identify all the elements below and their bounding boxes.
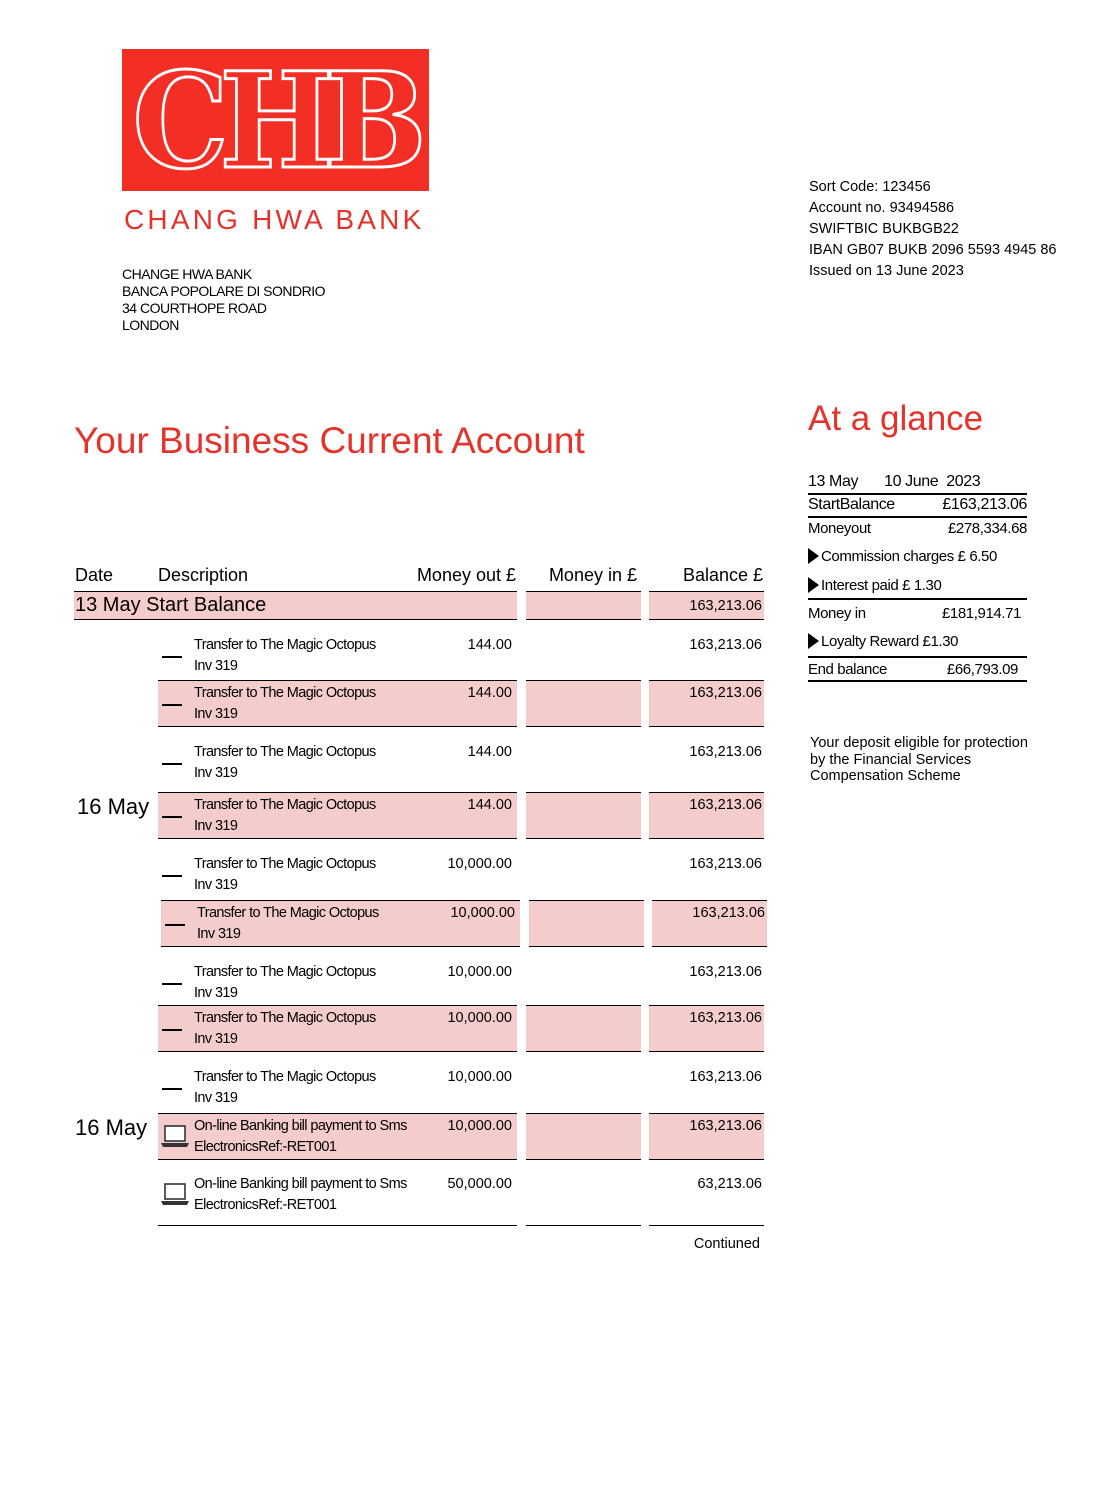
row-money-in-cell xyxy=(526,1113,641,1160)
glance-commission xyxy=(808,548,1027,565)
row-description xyxy=(194,683,376,725)
bank-address xyxy=(122,266,325,334)
header-money-in: Money in £ xyxy=(548,565,637,585)
row-balance: 163,213.06 xyxy=(689,797,762,813)
start-balance-value: 163,213.06 xyxy=(689,598,762,614)
start-balance-cell xyxy=(649,591,764,620)
laptop-icon xyxy=(160,1125,190,1149)
glance-money-in xyxy=(808,605,1027,622)
description-line: Transfer to The Magic Octopus xyxy=(197,905,379,921)
dash-icon xyxy=(162,816,182,818)
description-line: Inv 319 xyxy=(194,877,238,893)
laptop-icon xyxy=(160,1183,190,1207)
description-line: ElectronicsRef:-RET001 xyxy=(194,1197,337,1213)
account-number: Account no. 93494586 xyxy=(809,200,955,216)
page-title: Your Business Current Account xyxy=(74,420,585,461)
dash-icon xyxy=(162,1088,182,1090)
divider xyxy=(808,656,1027,658)
row-description xyxy=(197,903,379,945)
row-description xyxy=(194,1067,376,1109)
description-line: Inv 319 xyxy=(194,1090,238,1106)
row-money-out: 144.00 xyxy=(467,797,512,813)
row-money-out: 144.00 xyxy=(467,637,512,653)
dash-icon xyxy=(162,704,182,706)
description-line: Transfer to The Magic Octopus xyxy=(194,637,376,653)
row-description xyxy=(194,742,376,784)
description-line: Transfer to The Magic Octopus xyxy=(194,856,376,872)
row-money-in-cell xyxy=(529,900,644,947)
glance-interest xyxy=(808,577,1027,594)
description-line: On-line Banking bill payment to Sms xyxy=(194,1118,407,1134)
row-description xyxy=(194,795,376,837)
address-line: BANCA POPOLARE DI SONDRIO xyxy=(122,283,325,299)
sort-code: Sort Code: 123456 xyxy=(809,179,931,195)
row-description xyxy=(194,1008,376,1050)
start-balance-label: 13 May Start Balance xyxy=(75,594,267,616)
label: Money in xyxy=(808,605,866,622)
row-money-out: 10,000.00 xyxy=(447,1118,512,1134)
address-line: CHANGE HWA BANK xyxy=(122,266,252,282)
triangle-bullet-icon xyxy=(808,548,819,564)
description-line: ElectronicsRef:-RET001 xyxy=(194,1139,337,1155)
iban: IBAN GB07 BUKB 2096 5593 4945 86 xyxy=(809,242,1057,258)
account-info xyxy=(809,177,1056,282)
row-money-in-cell xyxy=(526,792,641,839)
row-money-out: 10,000.00 xyxy=(447,964,512,980)
glance-loyalty xyxy=(808,633,1027,650)
description-line: Inv 319 xyxy=(194,985,238,1001)
description-line: On-line Banking bill payment to Sms xyxy=(194,1176,407,1192)
issued-date: Issued on 13 June 2023 xyxy=(809,263,964,279)
description-line: Transfer to The Magic Octopus xyxy=(194,685,376,701)
description-line: Transfer to The Magic Octopus xyxy=(194,1010,376,1026)
dash-icon xyxy=(162,656,182,658)
description-line: Transfer to The Magic Octopus xyxy=(194,797,376,813)
divider xyxy=(808,516,1027,518)
commission-text: Commission charges £ 6.50 xyxy=(821,548,997,565)
value: £181,914.71 xyxy=(941,605,1021,622)
description-line: Transfer to The Magic Octopus xyxy=(194,744,376,760)
note-line: by the Financial Services xyxy=(810,751,972,768)
svg-text:CHB: CHB xyxy=(132,49,421,191)
dash-icon xyxy=(162,983,182,985)
note-line: Compensation Scheme xyxy=(810,768,961,784)
row-balance: 63,213.06 xyxy=(697,1176,762,1192)
row-date: 16 May xyxy=(77,794,150,819)
glance-money-out xyxy=(808,520,1027,537)
row-money-out: 10,000.00 xyxy=(447,856,512,872)
header-balance: Balance £ xyxy=(682,565,763,585)
divider xyxy=(526,1225,641,1226)
row-description xyxy=(194,854,376,896)
swift-bic: SWIFTBIC BUKBGB22 xyxy=(809,221,959,237)
label: Moneyout xyxy=(808,520,871,537)
row-description xyxy=(194,962,376,1004)
glance-period xyxy=(808,473,1027,491)
header-description: Description xyxy=(158,565,249,585)
row-balance: 163,213.06 xyxy=(689,856,762,872)
divider xyxy=(808,493,1027,495)
glance-end-balance xyxy=(808,661,1027,678)
row-balance: 163,213.06 xyxy=(692,905,765,921)
bank-logo xyxy=(122,49,429,191)
triangle-bullet-icon xyxy=(808,577,819,593)
dash-icon xyxy=(162,875,182,877)
dash-icon xyxy=(162,763,182,765)
glance-start-balance xyxy=(808,496,1027,514)
label: StartBalance xyxy=(808,496,895,513)
protection-note xyxy=(810,735,1028,785)
row-money-out: 10,000.00 xyxy=(447,1069,512,1085)
value: £278,334.68 xyxy=(947,520,1027,537)
interest-text: Interest paid £ 1.30 xyxy=(821,577,942,594)
description-line: Transfer to The Magic Octopus xyxy=(194,964,376,980)
triangle-bullet-icon xyxy=(808,633,819,649)
description-line: Inv 319 xyxy=(194,818,238,834)
start-money-in-cell xyxy=(526,591,641,620)
row-money-out: 144.00 xyxy=(467,685,512,701)
row-money-in-cell xyxy=(526,680,641,727)
row-description xyxy=(194,635,376,677)
note-line: Your deposit eligible for protection xyxy=(810,735,1028,751)
start-balance-row xyxy=(74,591,517,620)
description-line: Inv 319 xyxy=(194,765,238,781)
row-balance: 163,213.06 xyxy=(689,964,762,980)
row-money-out: 50,000.00 xyxy=(447,1176,512,1192)
header-money-out: Money out £ xyxy=(416,565,516,585)
loyalty-text: Loyalty Reward £1.30 xyxy=(821,633,959,650)
row-balance: 163,213.06 xyxy=(689,744,762,760)
row-balance: 163,213.06 xyxy=(689,1118,762,1134)
row-balance: 163,213.06 xyxy=(689,1069,762,1085)
row-money-out: 144.00 xyxy=(467,744,512,760)
period-end: 10 June 2023 xyxy=(884,473,981,490)
description-line: Inv 319 xyxy=(197,926,241,942)
continued-label: Contiuned xyxy=(693,1236,760,1252)
glance-title: At a glance xyxy=(808,399,984,438)
description-line: Inv 319 xyxy=(194,658,238,674)
row-balance: 163,213.06 xyxy=(689,637,762,653)
header-date: Date xyxy=(75,565,114,585)
row-date: 16 May xyxy=(75,1115,148,1140)
row-balance: 163,213.06 xyxy=(689,1010,762,1026)
row-description xyxy=(194,1116,407,1158)
divider xyxy=(808,680,1027,682)
divider xyxy=(649,1225,764,1226)
description-line: Inv 319 xyxy=(194,706,238,722)
description-line: Transfer to The Magic Octopus xyxy=(194,1069,376,1085)
value: £66,793.09 xyxy=(946,661,1018,678)
value: £163,213.06 xyxy=(942,496,1027,513)
divider xyxy=(808,598,1027,600)
address-line: LONDON xyxy=(122,317,179,333)
bank-name: CHANG HWA BANK xyxy=(124,204,425,235)
row-balance: 163,213.06 xyxy=(689,685,762,701)
dash-icon xyxy=(162,1029,182,1031)
description-line: Inv 319 xyxy=(194,1031,238,1047)
label: End balance xyxy=(808,661,888,678)
divider xyxy=(158,1225,517,1226)
dash-icon xyxy=(165,924,185,926)
row-money-out: 10,000.00 xyxy=(450,905,515,921)
row-money-out: 10,000.00 xyxy=(447,1010,512,1026)
address-line: 34 COURTHOPE ROAD xyxy=(122,300,267,316)
row-description xyxy=(194,1174,407,1216)
period-start: 13 May xyxy=(808,473,859,490)
row-money-in-cell xyxy=(526,1005,641,1052)
